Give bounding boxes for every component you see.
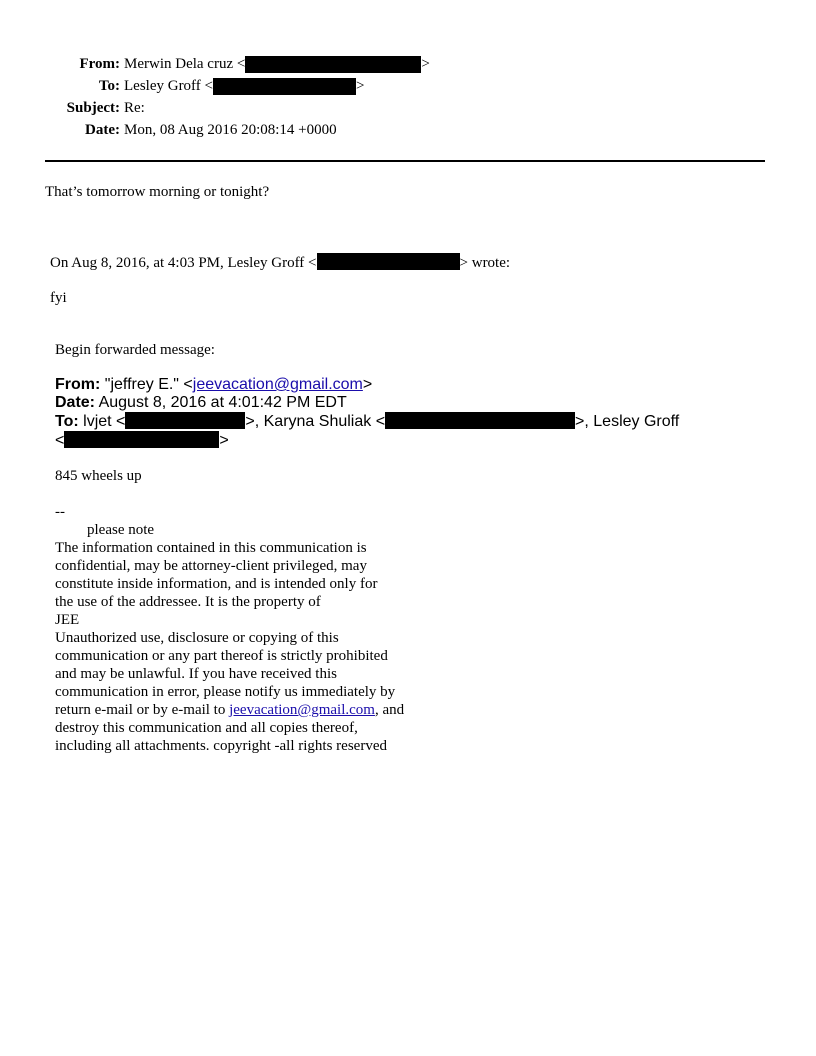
signature-block bbox=[55, 503, 404, 755]
sig-return-text: return e-mail or by e-mail to bbox=[55, 702, 226, 718]
fwd-from-label: From: bbox=[55, 376, 101, 393]
quote-intro-wrote: wrote: bbox=[471, 255, 511, 271]
sig-line: and may be unlawful. If you have received this bbox=[55, 666, 337, 682]
fwd-to-row-cont: < > bbox=[55, 432, 229, 449]
to-name: Lesley Groff bbox=[124, 78, 201, 94]
fwd-date-value: August 8, 2016 at 4:01:42 PM EDT bbox=[98, 394, 347, 411]
header-divider bbox=[45, 160, 765, 162]
redacted-block bbox=[385, 412, 575, 429]
email-header bbox=[45, 53, 430, 141]
fwd-to-label: To: bbox=[55, 413, 79, 430]
redacted-block bbox=[317, 253, 460, 270]
sig-line: The information contained in this communication is bbox=[55, 540, 367, 556]
fwd-from-email-link[interactable]: jeevacation@gmail.com bbox=[192, 376, 363, 393]
date-value: Mon, 08 Aug 2016 20:08:14 +0000 bbox=[124, 122, 337, 138]
sig-email-link[interactable]: jeevacation@gmail.com bbox=[229, 702, 375, 718]
fwd-date-label: Date: bbox=[55, 394, 96, 411]
reply-text: That’s tomorrow morning or tonight? bbox=[45, 184, 270, 200]
sig-line: communication in error, please notify us immediately by bbox=[55, 684, 396, 700]
fwd-from-name: "jeffrey E." bbox=[104, 376, 179, 393]
sig-return-after: , and bbox=[374, 702, 405, 718]
subject-label: Subject: bbox=[66, 100, 120, 116]
to-label: To: bbox=[98, 78, 120, 94]
quote-intro-text: On Aug 8, 2016, at 4:03 PM, Lesley Groff bbox=[50, 255, 305, 271]
redacted-block bbox=[64, 431, 219, 448]
sig-line: confidential, may be attorney-client privileged, may bbox=[55, 558, 367, 574]
sig-line: the use of the addressee. It is the property of bbox=[55, 594, 321, 610]
begin-forwarded: Begin forwarded message: bbox=[55, 342, 215, 358]
sig-line: Unauthorized use, disclosure or copying of this bbox=[55, 630, 339, 646]
fwd-from-row: From: "jeffrey E." <jeevacation@gmail.com> bbox=[55, 376, 373, 393]
sig-return-line bbox=[55, 701, 404, 719]
forwarded-header bbox=[55, 376, 679, 450]
sig-dashes: -- bbox=[55, 504, 65, 520]
sig-please-note: please note bbox=[87, 522, 155, 538]
from-name: Merwin Dela cruz bbox=[124, 56, 234, 72]
header-from-row: From: Merwin Dela cruz < > bbox=[45, 53, 430, 75]
sig-line: destroy this communication and all copies thereof, bbox=[55, 720, 358, 736]
quote-intro: On Aug 8, 2016, at 4:03 PM, Lesley Groff < > wrote: bbox=[50, 255, 511, 271]
sig-line: JEE bbox=[55, 612, 80, 628]
fwd-to-name3: Lesley Groff bbox=[593, 413, 680, 430]
fwd-to-row: To: lvjet < >, Karyna Shuliak < >, Lesley Groff bbox=[55, 413, 680, 430]
fyi-text: fyi bbox=[50, 290, 67, 306]
from-label: From: bbox=[79, 56, 120, 72]
redacted-block bbox=[125, 412, 245, 429]
header-subject-row bbox=[45, 97, 430, 119]
redacted-block bbox=[245, 56, 421, 73]
header-to-row: To: Lesley Groff < > bbox=[45, 75, 430, 97]
sig-line: including all attachments. copyright -all rights reserved bbox=[55, 738, 387, 754]
redacted-block bbox=[213, 78, 356, 95]
fwd-date-row bbox=[55, 394, 679, 412]
sig-line: constitute inside information, and is intended only for bbox=[55, 576, 378, 592]
sig-line: communication or any part thereof is strictly prohibited bbox=[55, 648, 388, 664]
date-label: Date: bbox=[85, 122, 120, 138]
fwd-to-name2: Karyna Shuliak bbox=[263, 413, 372, 430]
forwarded-message: 845 wheels up bbox=[55, 468, 142, 484]
header-date-row bbox=[45, 119, 430, 141]
fwd-to-name1: lvjet bbox=[83, 413, 112, 430]
subject-value: Re: bbox=[124, 100, 145, 116]
